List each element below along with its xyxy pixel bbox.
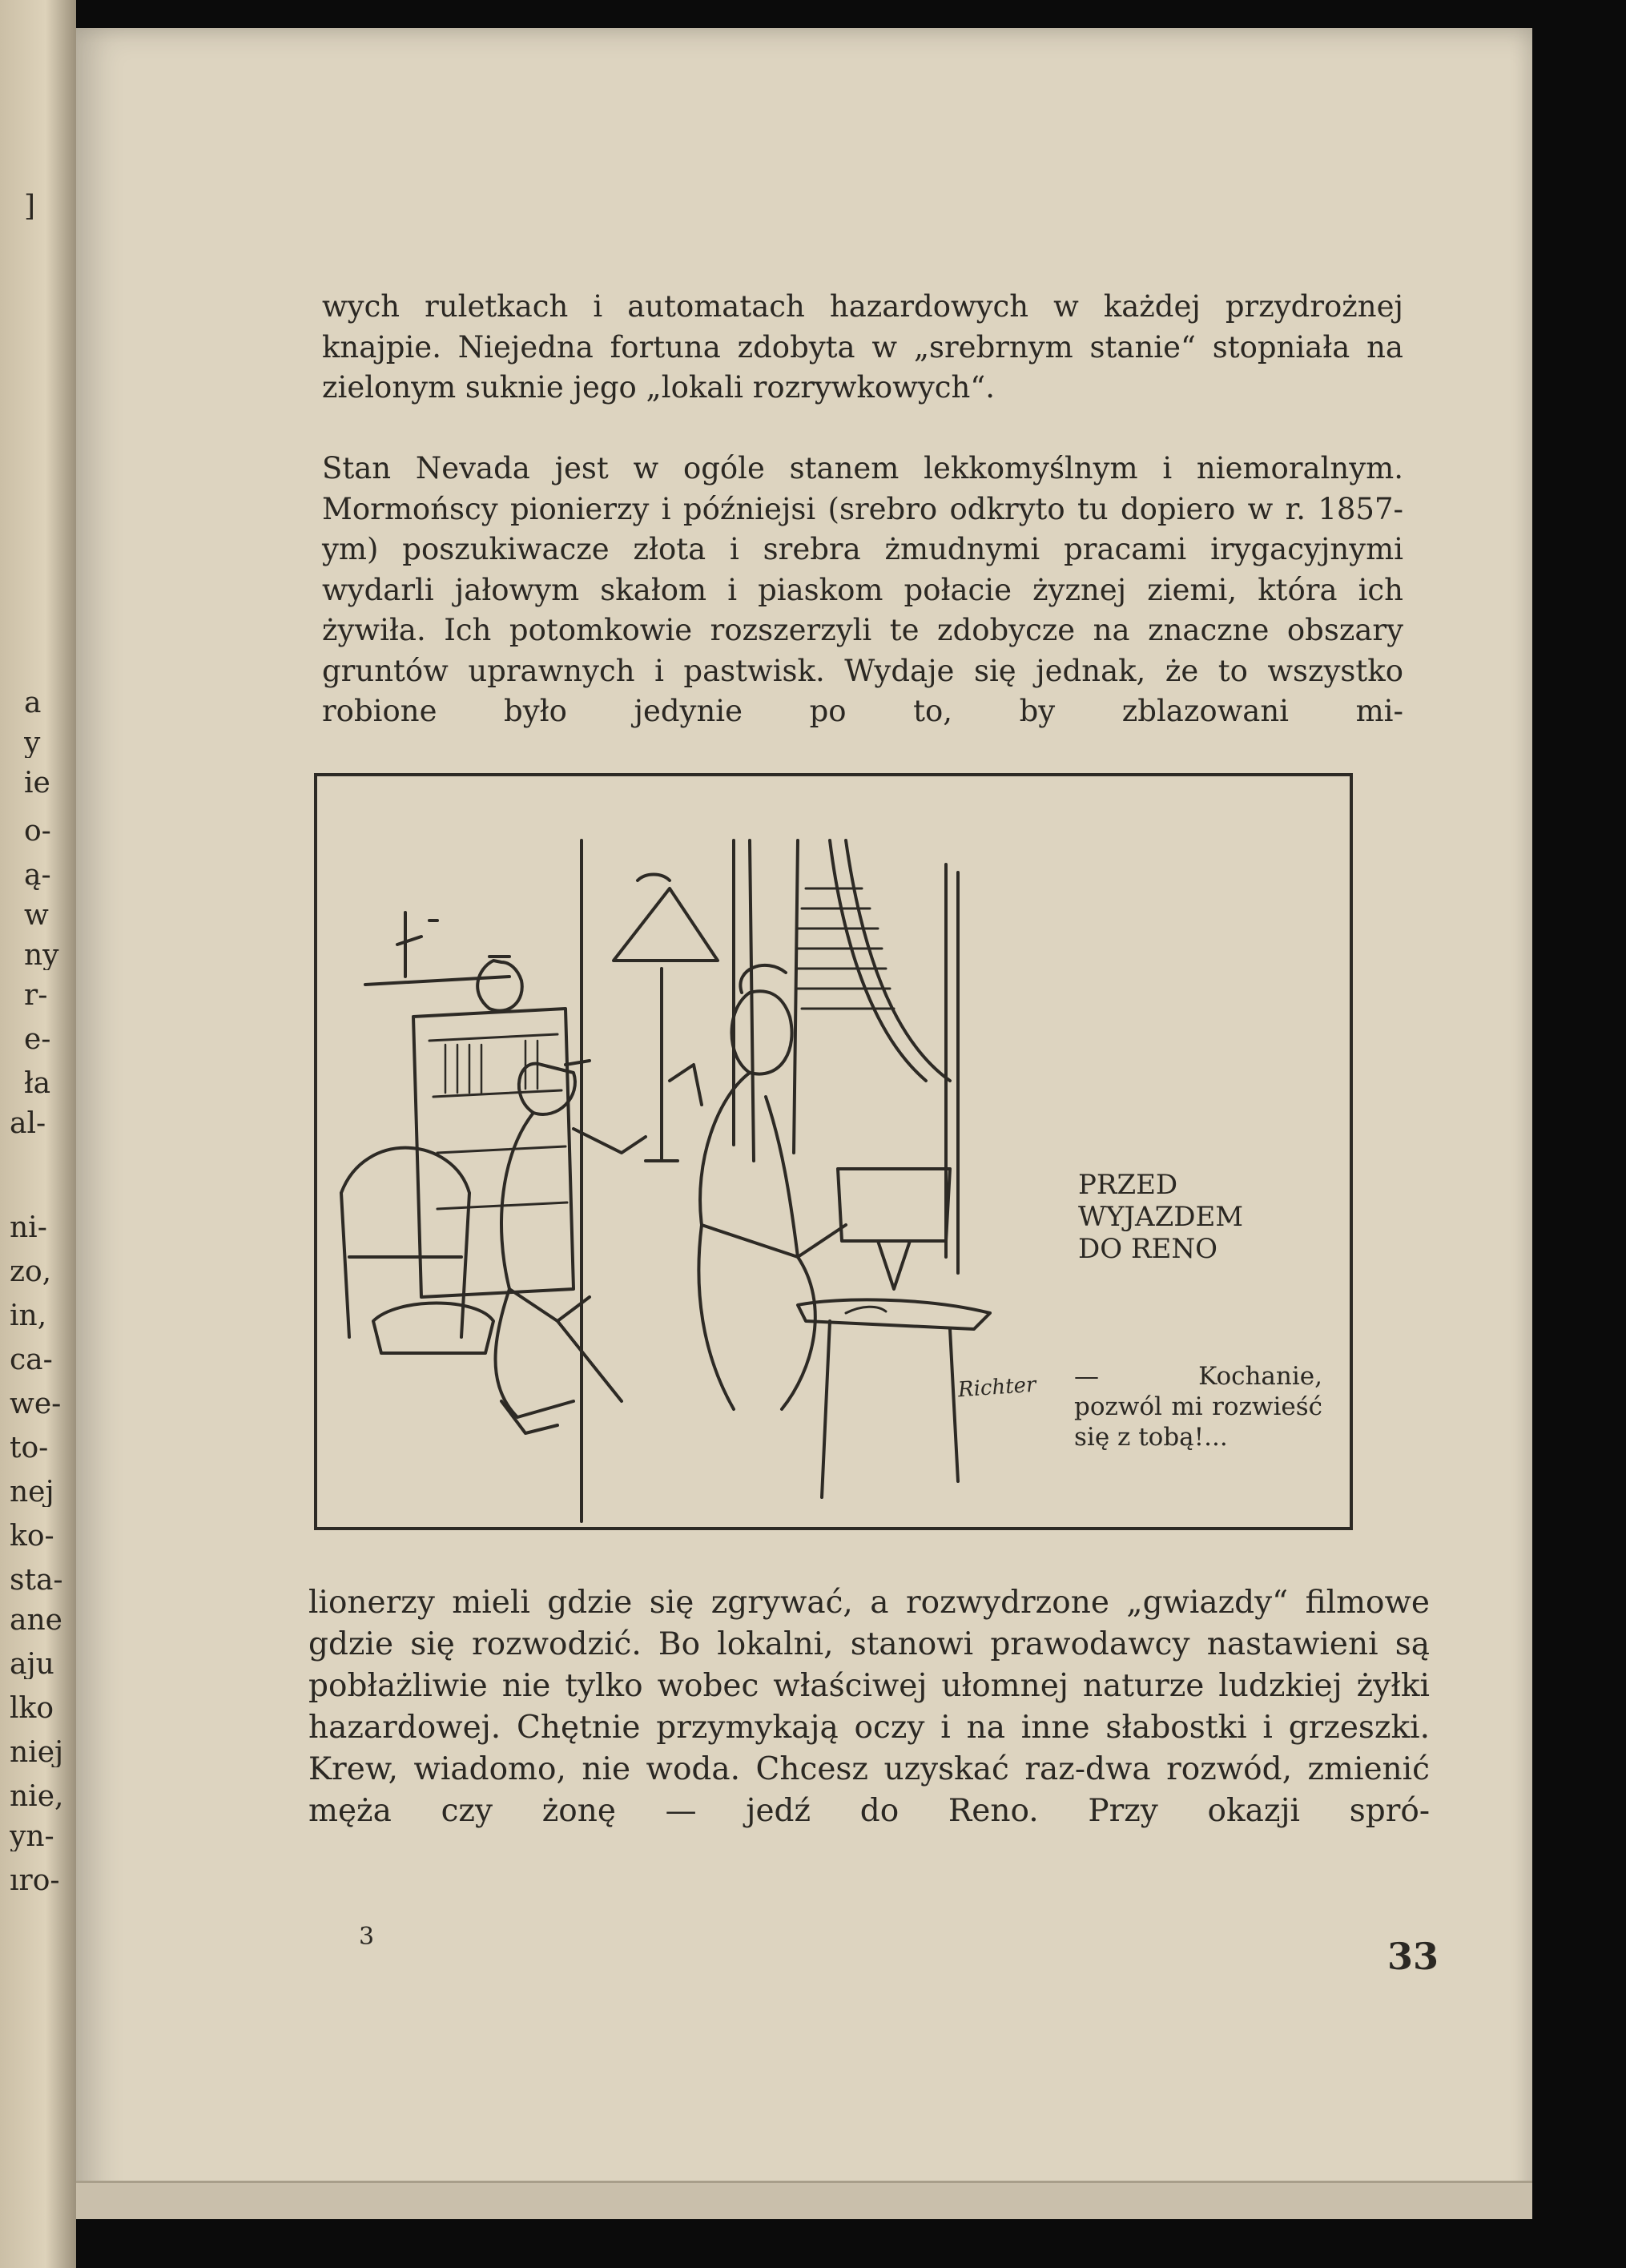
left-page-fragment: nie,: [10, 1783, 64, 1811]
left-page-fragment: yn-: [10, 1823, 54, 1851]
cartoon-title: PRZED WYJAZDEM DO RENO: [1078, 1169, 1244, 1265]
cartoon-illustration: [314, 773, 1353, 1530]
page-bottom-edge: [76, 2181, 1532, 2219]
cartoon-drawing: [317, 776, 1022, 1529]
left-page-fragment: y: [24, 729, 41, 758]
left-page-fragment: e-: [24, 1025, 51, 1054]
left-page-fragment: ca-: [10, 1346, 53, 1375]
paragraph-2: Stan Nevada jest w ogóle stanem lekkomyślnym i niemoralnym. Mormońscy pionierzy i późniejsi (srebro odkryto tu dopiero w r. 1857-ym) poszukiwacze złota i srebra żmudnymi pracami irygacyjnymi wydarli jałowym skałom i piaskom połacie żyznej ziemi, która ich żywiła. Ich potomkowie rozszerzyli te zdobycze na znaczne obszary gruntów uprawnych i pastwisk. Wydaje się jednak, że to wszystko robione było jedynie po to, by zblazowani mi-: [322, 451, 1403, 728]
left-page-fragment: ni-: [10, 1214, 47, 1243]
left-page-fragment: o-: [24, 817, 51, 846]
left-page-fragment: sta-: [10, 1566, 63, 1595]
left-page-fragment: zo,: [10, 1258, 52, 1287]
cartoon-signature: Richter: [957, 1372, 1037, 1403]
left-page-fragment: al-: [10, 1110, 46, 1138]
left-page-fragment: lko: [10, 1694, 54, 1723]
left-page-fragment: we-: [10, 1390, 62, 1419]
left-page-fragment: in,: [10, 1302, 47, 1331]
left-page-fragment: ą-: [24, 861, 51, 890]
left-page-fragment: aju: [10, 1650, 54, 1679]
left-page-fragment: r-: [24, 981, 48, 1010]
left-page-fragment: to-: [10, 1434, 49, 1463]
cartoon-caption: — Kochanie, pozwól mi rozwieść się z tobą!...: [1074, 1362, 1322, 1452]
left-page-fragment: ane: [10, 1606, 62, 1635]
paragraph-1: wych ruletkach i automatach hazardowych w każdej przydrożnej knajpie. Niejedna fortuna zdobyta w „srebrnym stanie“ stopniała na zielonym suknie jego „lokali rozrywkowych“.: [322, 289, 1403, 405]
left-page-fragment: ny: [24, 941, 59, 970]
left-page-fragment: w: [24, 901, 49, 930]
left-page-fragment: nej: [10, 1478, 54, 1507]
left-page-fragment: ie: [24, 769, 50, 798]
paragraph-3: lionerzy mieli gdzie się zgrywać, a rozwydrzone „gwiazdy“ filmowe gdzie się rozwodzić. Bo lokalni, stanowi prawodawcy nastawieni są pobłażliwie nie tylko wobec właściwej ułomnej naturze ludzkiej żyłki hazardowej. Chętnie przymykają oczy i na inne słabostki i grzeszki. Krew, wiadomo, nie woda. Chcesz uzyskać raz-dwa rozwód, zmienić męża czy żonę — jedź do Reno. Przy okazji spró-: [308, 1585, 1430, 1829]
left-page-fragment: ko-: [10, 1522, 54, 1551]
left-page-fragment: a: [24, 689, 42, 718]
page-number: 33: [1387, 1935, 1439, 1978]
book-page: [76, 28, 1532, 2219]
printer-signature-mark: 3: [359, 1923, 375, 1951]
left-page-fragment: niej: [10, 1738, 64, 1767]
left-page-fragment: ıro-: [10, 1867, 60, 1895]
left-page-fragment: ]: [24, 192, 36, 221]
left-page-fragment: ła: [24, 1070, 51, 1098]
